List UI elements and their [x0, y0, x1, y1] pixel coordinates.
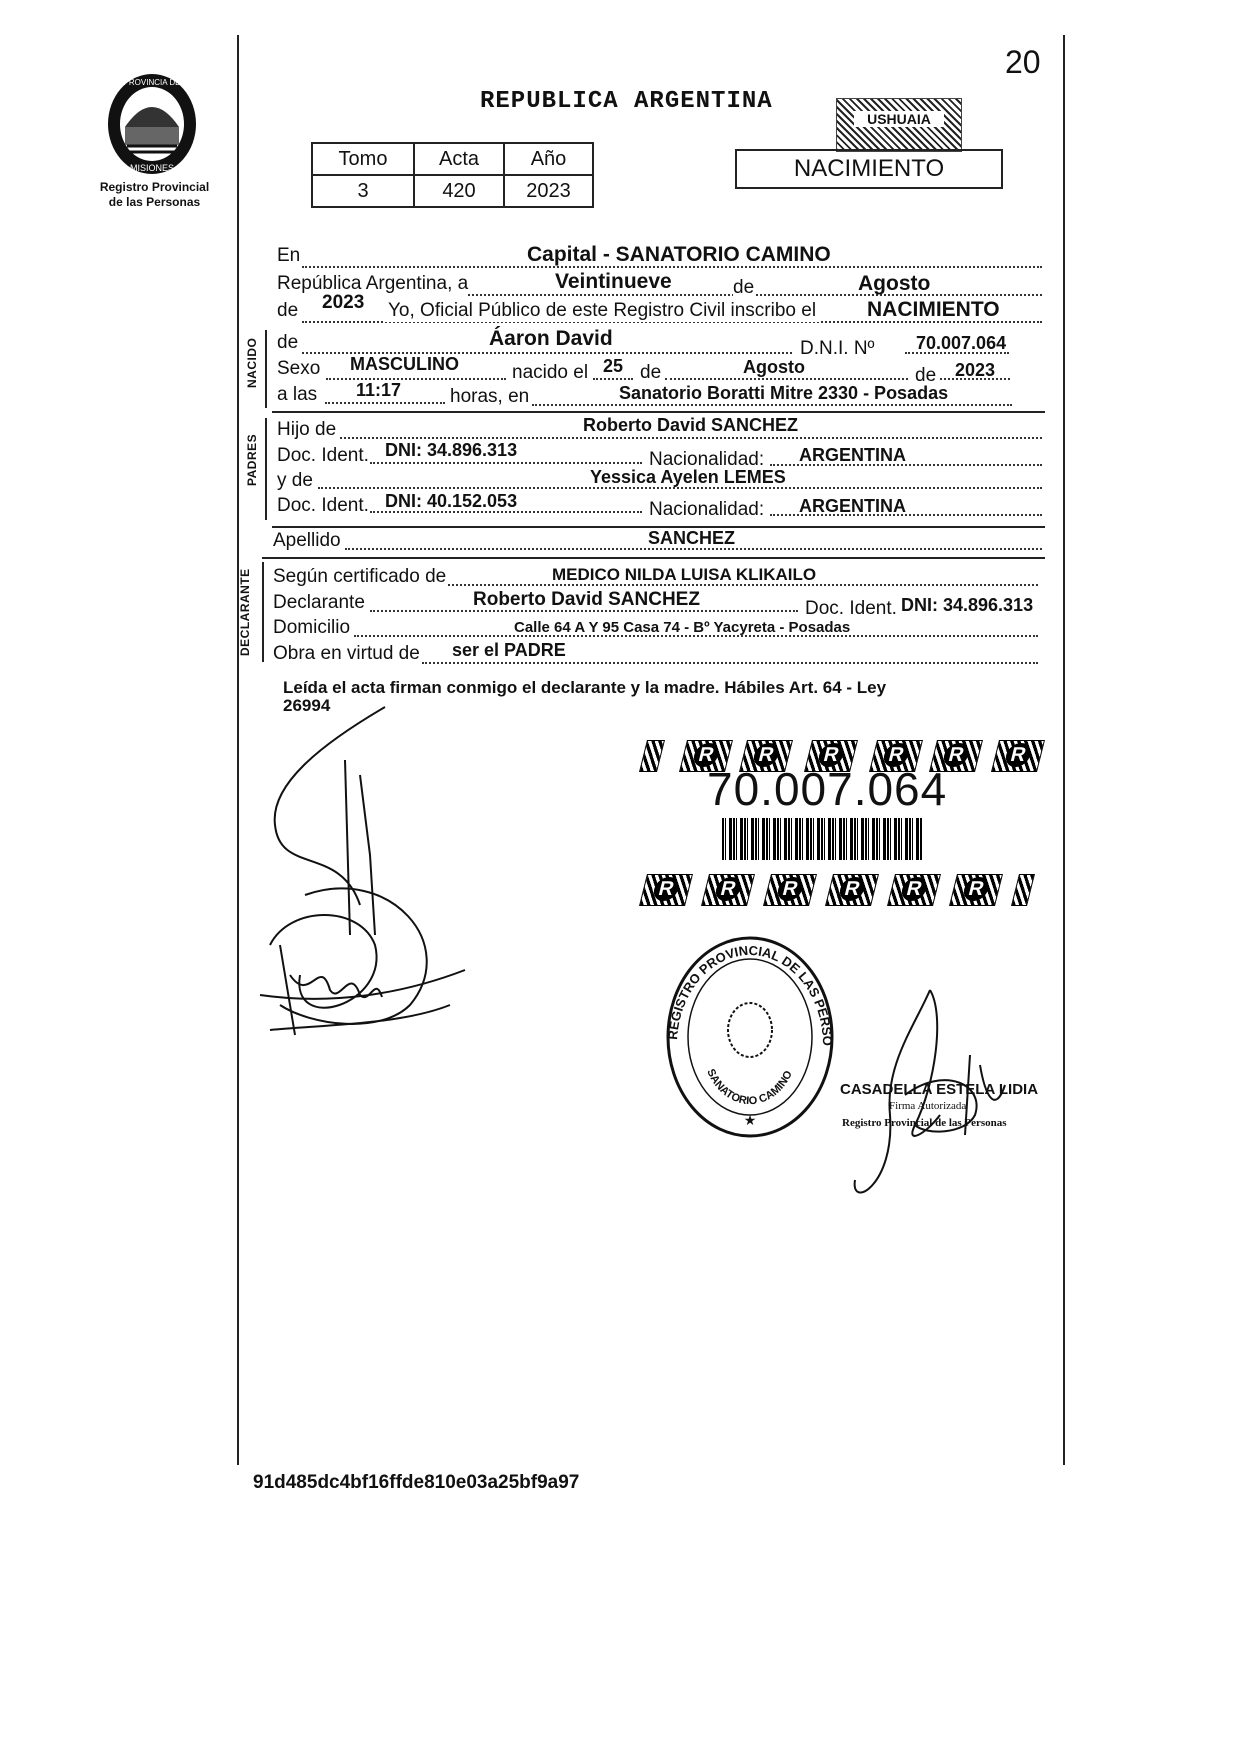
- mother-doc-label: Doc. Ident.: [277, 495, 369, 516]
- hijo-de-label: Hijo de: [277, 419, 337, 440]
- father-name: Roberto David SANCHEZ: [583, 415, 799, 435]
- acta-value: 420: [414, 175, 504, 207]
- dots: [593, 378, 633, 380]
- y-de-label: y de: [277, 470, 313, 491]
- domicilio-label: Domicilio: [273, 617, 351, 638]
- nacido-el-label: nacido el: [512, 362, 589, 383]
- r-glyph: R: [651, 877, 681, 901]
- registration-year: 2023: [322, 292, 365, 313]
- document-type-box: NACIMIENTO: [735, 149, 1003, 189]
- official-org: Registro Provincial de las Personas: [842, 1117, 1007, 1129]
- de-label: de: [733, 277, 755, 298]
- left-margin-line: [237, 35, 239, 1465]
- nacido-de2-label: de: [640, 362, 662, 383]
- apellido-label: Apellido: [273, 530, 341, 551]
- r-glyph: R: [713, 877, 743, 901]
- official-name: CASADELLA ESTELA LIDIA: [840, 1081, 1039, 1098]
- child-name: Áaron David: [489, 327, 613, 350]
- horas-en-label: horas, en: [450, 386, 530, 407]
- r-glyph: R: [941, 743, 971, 767]
- nacido-side-label: NACIDO: [245, 337, 259, 388]
- act-type: NACIMIENTO: [867, 298, 1000, 321]
- svg-text:REGISTRO PROVINCIAL DE LAS PER: [665, 935, 835, 1046]
- official-seal: [665, 935, 835, 1140]
- nacido-de-label: de: [277, 332, 299, 353]
- cert-value: MEDICO NILDA LUISA KLIKAILO: [552, 565, 817, 584]
- right-margin-line: [1063, 35, 1065, 1465]
- barcode: [722, 818, 922, 860]
- official-title: Firma Autorizada: [889, 1100, 967, 1112]
- republica-label: República Argentina, a: [277, 273, 469, 294]
- apellido-value: SANCHEZ: [648, 528, 736, 548]
- seal-inner-text: SANATORIO CAMINO: [704, 1067, 795, 1108]
- birth-month: Agosto: [743, 357, 805, 377]
- seal-outer-text: REGISTRO PROVINCIAL DE LAS PERSO: [665, 942, 835, 1047]
- mother-nationality: ARGENTINA: [799, 496, 906, 516]
- r-mark: [701, 874, 755, 906]
- logo-text-top: PROVINCIA DE: [123, 78, 181, 87]
- obra-label: Obra en virtud de: [273, 643, 420, 664]
- child-sex: MASCULINO: [350, 354, 459, 374]
- dots: [422, 662, 1038, 664]
- logo-text-bottom: MISIONES: [129, 163, 175, 173]
- r-glyph: R: [1003, 743, 1033, 767]
- tomo-header: Tomo: [312, 143, 414, 175]
- nacido-de3-label: de: [915, 365, 937, 386]
- declarante-label: Declarante: [273, 592, 365, 613]
- r-glyph: R: [837, 877, 867, 901]
- oficial-text: Yo, Oficial Público de este Registro Civil inscribo el: [385, 300, 819, 322]
- declarante-doc: DNI: 34.896.313: [901, 595, 1034, 615]
- section-divider: [272, 411, 1045, 413]
- bracket: [262, 562, 264, 662]
- domicilio-value: Calle 64 A Y 95 Casa 74 - Bº Yacyreta - Posadas: [514, 619, 851, 636]
- page-number: 20: [1005, 44, 1041, 80]
- place-of-registration: Capital - SANATORIO CAMINO: [527, 243, 831, 266]
- logo-caption-1: Registro Provincial: [99, 180, 210, 194]
- father-doc-label: Doc. Ident.: [277, 445, 369, 466]
- register-table: [311, 142, 594, 208]
- dots: [326, 378, 506, 380]
- r-mark: [639, 740, 665, 772]
- stamp-text: USHUAIA: [854, 111, 944, 127]
- child-dni: 70.007.064: [916, 333, 1007, 353]
- r-glyph: R: [816, 743, 846, 767]
- dni-label: D.N.I. Nº: [800, 338, 875, 359]
- birth-year: 2023: [955, 360, 996, 380]
- r-mark: [949, 874, 1003, 906]
- birth-place: Sanatorio Boratti Mitre 2330 - Posadas: [619, 383, 949, 403]
- mother-nat-label: Nacionalidad:: [649, 499, 765, 520]
- father-nat-label: Nacionalidad:: [649, 449, 765, 470]
- official-signature: [845, 985, 1025, 1210]
- mother-doc: DNI: 40.152.053: [385, 491, 518, 511]
- birth-hour: 11:17: [356, 380, 402, 400]
- r-mark: [763, 874, 817, 906]
- r-mark: [1011, 874, 1035, 906]
- declarante-doc-label: Doc. Ident.: [805, 598, 897, 619]
- bracket: [265, 418, 267, 520]
- r-glyph: R: [881, 743, 911, 767]
- registration-day: Veintinueve: [555, 270, 672, 293]
- declarante-name: Roberto David SANCHEZ: [473, 589, 700, 610]
- province-logo: [105, 72, 200, 177]
- declarante-side-label: DECLARANTE: [238, 568, 252, 656]
- dots: [468, 294, 1042, 296]
- svg-text:★: ★: [743, 1112, 757, 1128]
- dots: [325, 402, 445, 404]
- father-nationality: ARGENTINA: [799, 445, 906, 465]
- en-label: En: [277, 245, 301, 266]
- anio-header: Año: [504, 143, 593, 175]
- dots: [340, 437, 1042, 439]
- dots: [532, 404, 1012, 406]
- father-doc: DNI: 34.896.313: [385, 440, 518, 460]
- r-mark: [991, 740, 1045, 772]
- cert-label: Según certificado de: [273, 566, 447, 587]
- mother-name: Yessica Ayelen LEMES: [590, 467, 786, 487]
- r-glyph: R: [775, 877, 805, 901]
- tomo-value: 3: [312, 175, 414, 207]
- r-mark: [639, 874, 693, 906]
- id-number: 70.007.064: [707, 763, 948, 815]
- de2-label: de: [277, 300, 299, 321]
- country-title: REPUBLICA ARGENTINA: [480, 88, 773, 115]
- security-strip-bottom: [643, 874, 1038, 908]
- document-hash: 91d485dc4bf16ffde810e03a25bf9a97: [253, 1472, 580, 1493]
- closing-line-1: Leída el acta firman conmigo el declarante y la madre. Hábiles Art. 64 - Ley: [283, 678, 887, 697]
- sexo-label: Sexo: [277, 358, 321, 379]
- r-glyph: R: [899, 877, 929, 901]
- bracket: [265, 330, 267, 408]
- declarant-signature: [250, 705, 480, 1075]
- r-mark: [887, 874, 941, 906]
- section-divider: [262, 557, 1045, 559]
- birth-day: 25: [603, 356, 624, 376]
- acta-header: Acta: [414, 143, 504, 175]
- a-las-label: a las: [277, 384, 318, 405]
- closing-line-2: 26994: [283, 696, 331, 715]
- dots: [665, 378, 908, 380]
- anio-value: 2023: [504, 175, 593, 207]
- svg-text:SANATORIO CAMINO: [704, 1067, 795, 1107]
- dots: [370, 462, 642, 464]
- r-glyph: R: [961, 877, 991, 901]
- obra-value: ser el PADRE: [452, 640, 566, 660]
- r-glyph: R: [691, 743, 721, 767]
- registration-month: Agosto: [858, 272, 931, 295]
- logo-caption-2: de las Personas: [108, 195, 201, 209]
- security-stamp: [836, 98, 962, 152]
- padres-side-label: PADRES: [245, 433, 259, 486]
- r-mark: [825, 874, 879, 906]
- r-glyph: R: [751, 743, 781, 767]
